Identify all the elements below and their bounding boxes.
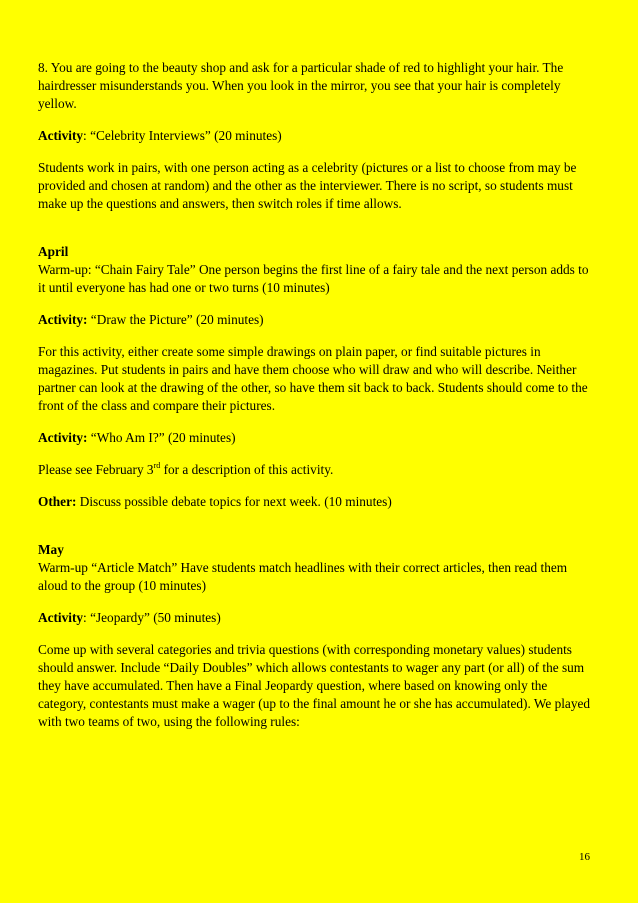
see-february-line xyxy=(38,461,598,479)
activity-label: Activity xyxy=(38,128,84,143)
section-gap xyxy=(38,227,598,243)
activity-title: “Who Am I?” (20 minutes) xyxy=(87,430,236,445)
may-section-intro xyxy=(38,541,598,595)
activity-title: “Draw the Picture” (20 minutes) xyxy=(87,312,264,327)
question-8-paragraph: 8. You are going to the beauty shop and ask for a particular shade of red to highlight your hair. The hairdresser misunderstands you. When you look in the mirror, you see that your hair is completely yellow. xyxy=(38,60,564,111)
activity-jeopardy-line xyxy=(38,609,598,627)
april-heading: April xyxy=(38,244,69,259)
april-section-intro xyxy=(38,243,598,297)
may-warmup: Warm-up “Article Match” Have students match headlines with their correct articles, then read them aloud to the group (10 minutes) xyxy=(38,560,568,593)
other-label: Other: xyxy=(38,494,77,509)
jeopardy-description: Come up with several categories and trivia questions (with corresponding monetary values) students should answer. Include “Daily Doubles” which allows contestants to wager any part (or all) of the sum they have accumulated. Then have a Final Jeopardy question, where based on knowing only the category, contestants must make a wager (up to the final amount he or she has accumulated). We played with two teams of two, using the following rules: xyxy=(38,642,591,729)
activity-who-am-i-line xyxy=(38,429,598,447)
activity-title: : “Celebrity Interviews” (20 minutes) xyxy=(83,128,282,143)
activity-label: Activity: xyxy=(38,312,88,327)
may-heading: May xyxy=(38,542,64,557)
activity-label: Activity: xyxy=(38,430,88,445)
see-text-start: Please see February 3 xyxy=(38,462,154,477)
page-number: 16 xyxy=(579,851,590,863)
activity-draw-line xyxy=(38,311,598,329)
see-text-end: for a description of this activity. xyxy=(160,462,334,477)
ordinal-suffix: rd xyxy=(153,461,161,470)
activity-label: Activity xyxy=(38,610,84,625)
other-text: Discuss possible debate topics for next week. (10 minutes) xyxy=(76,494,392,509)
activity-title: : “Jeopardy” (50 minutes) xyxy=(83,610,221,625)
draw-description: For this activity, either create some simple drawings on plain paper, or find suitable pictures in magazines. Put students in pairs and have them choose who will draw and who will describe. Neither partner can look at the drawing of the other, so have them sit back to back. Students should come to the front of the class and compare their pictures. xyxy=(38,344,588,413)
section-gap xyxy=(38,525,598,541)
activity-celebrity-line xyxy=(38,127,598,145)
other-line xyxy=(38,493,598,511)
celebrity-description: Students work in pairs, with one person acting as a celebrity (pictures or a list to choose from may be provided and chosen at random) and the other as the interviewer. There is no script, so students must make up the questions and answers, then switch roles if time allows. xyxy=(38,160,577,211)
april-warmup: Warm-up: “Chain Fairy Tale” One person begins the first line of a fairy tale and the next person adds to it until everyone has had one or two turns (10 minutes) xyxy=(38,262,589,295)
